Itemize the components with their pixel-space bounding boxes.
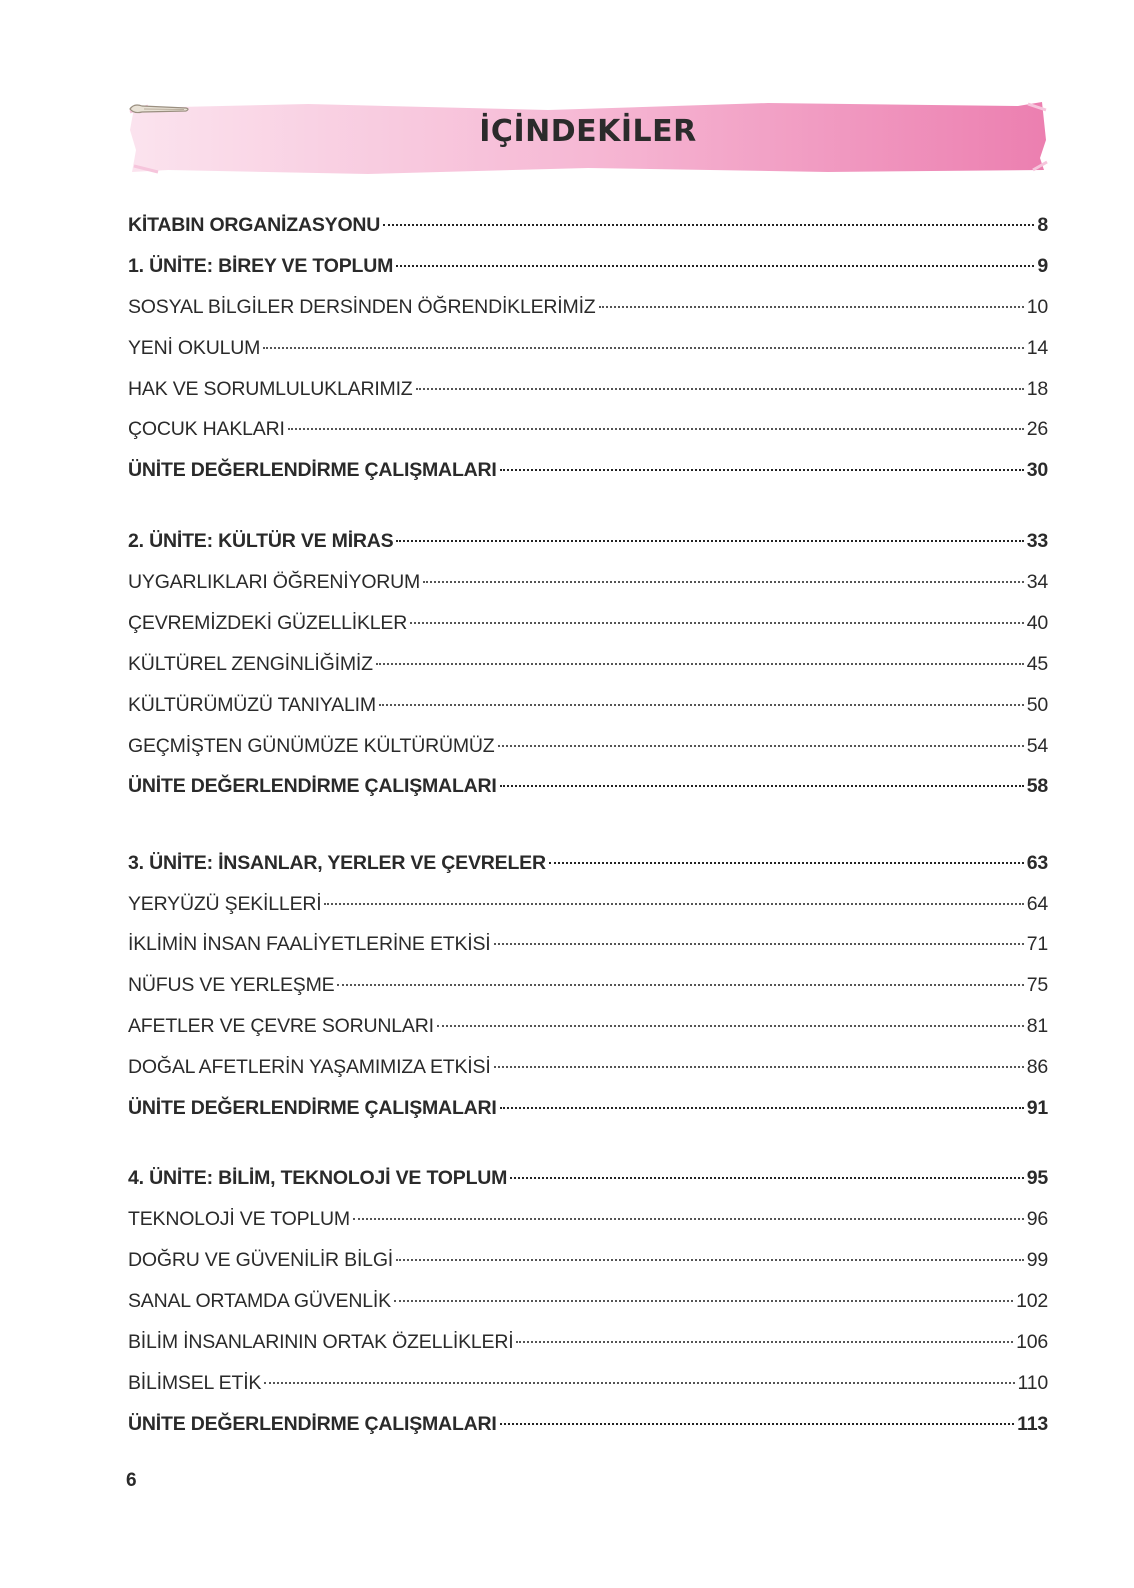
- toc-entry-title: KÜLTÜREL ZENGİNLİĞİMİZ: [128, 653, 373, 675]
- dot-leader: [324, 903, 1023, 905]
- toc-entry-page: 102: [1016, 1290, 1048, 1312]
- toc-entry: [128, 1204, 1048, 1234]
- dot-leader: [494, 943, 1024, 945]
- toc-entry-title: ÜNİTE DEĞERLENDİRME ÇALIŞMALARI: [128, 775, 497, 797]
- toc-entry: [128, 292, 1048, 322]
- toc-entry: [128, 1409, 1048, 1439]
- toc-entry-title: ÜNİTE DEĞERLENDİRME ÇALIŞMALARI: [128, 1413, 497, 1435]
- dot-leader: [500, 1423, 1015, 1425]
- toc-entry-page: 18: [1026, 378, 1048, 400]
- toc-entry-page: 14: [1026, 337, 1048, 359]
- toc-entry: [128, 1011, 1048, 1041]
- toc-entry-page: 34: [1026, 571, 1048, 593]
- toc-entry: [128, 1368, 1048, 1398]
- toc-entry-title: ÜNİTE DEĞERLENDİRME ÇALIŞMALARI: [128, 1097, 497, 1119]
- toc-entry-page: 10: [1026, 296, 1048, 318]
- dot-leader: [410, 622, 1024, 624]
- toc-entry: [128, 526, 1048, 556]
- toc-entry-page: 110: [1017, 1372, 1048, 1394]
- toc-entry: [128, 374, 1048, 404]
- toc-entry: [128, 929, 1048, 959]
- toc-entry-page: 95: [1026, 1167, 1048, 1189]
- dot-leader: [510, 1177, 1023, 1179]
- toc-entry-page: 86: [1026, 1056, 1048, 1078]
- toc-entry-page: 106: [1016, 1331, 1048, 1353]
- toc-entry: [128, 1093, 1048, 1123]
- toc-entry-title: 1. ÜNİTE: BİREY VE TOPLUM: [128, 255, 394, 277]
- dot-leader: [416, 388, 1024, 390]
- dot-leader: [500, 1107, 1024, 1109]
- toc-entry-page: 30: [1026, 459, 1048, 481]
- toc-entry: [128, 731, 1048, 761]
- toc-entry-title: HAK VE SORUMLULUKLARIMIZ: [128, 378, 413, 400]
- toc-entry-page: 26: [1026, 418, 1048, 440]
- page-title: İÇİNDEKİLER: [479, 114, 697, 149]
- toc-entry-title: İKLİMİN İNSAN FAALİYETLERİNE ETKİSİ: [128, 933, 491, 955]
- toc-entry-page: 9: [1037, 255, 1048, 277]
- dot-leader: [500, 469, 1024, 471]
- toc-entry-page: 113: [1017, 1413, 1048, 1435]
- toc-entry-page: 40: [1026, 612, 1048, 634]
- toc-entry-page: 63: [1026, 852, 1048, 874]
- toc-entry: [128, 608, 1048, 638]
- toc-entry-title: KÜLTÜRÜMÜZÜ TANIYALIM: [128, 694, 376, 716]
- toc-entry-title: UYGARLIKLARI ÖĞRENİYORUM: [128, 571, 421, 593]
- toc-entry-title: ÜNİTE DEĞERLENDİRME ÇALIŞMALARI: [128, 459, 497, 481]
- toc-entry-title: TEKNOLOJİ VE TOPLUM: [128, 1208, 350, 1230]
- toc-entry: [128, 251, 1048, 281]
- toc-entry: [128, 889, 1048, 919]
- toc-entry-title: ÇEVREMİZDEKİ GÜZELLİKLER: [128, 612, 408, 634]
- toc-entry: [128, 455, 1048, 485]
- dot-leader: [376, 663, 1024, 665]
- toc-entry-title: BİLİMSEL ETİK: [128, 1372, 262, 1394]
- dot-leader: [396, 1259, 1024, 1261]
- toc-entry-title: 3. ÜNİTE: İNSANLAR, YERLER VE ÇEVRELER: [128, 852, 546, 874]
- dot-leader: [353, 1218, 1024, 1220]
- toc-entry-page: 45: [1026, 653, 1048, 675]
- toc-entry-title: DOĞRU VE GÜVENİLİR BİLGİ: [128, 1249, 394, 1271]
- toc-entry: [128, 1163, 1048, 1193]
- toc-entry: [128, 970, 1048, 1000]
- toc-entry-title: NÜFUS VE YERLEŞME: [128, 974, 335, 996]
- toc-entry: [128, 1286, 1048, 1316]
- dot-leader: [394, 1300, 1013, 1302]
- toc-entry-page: 75: [1026, 974, 1048, 996]
- dot-leader: [549, 862, 1024, 864]
- dot-leader: [498, 745, 1024, 747]
- dot-leader: [337, 984, 1023, 986]
- toc-entry-title: KİTABIN ORGANİZASYONU: [128, 214, 381, 236]
- toc-entry-title: AFETLER VE ÇEVRE SORUNLARI: [128, 1015, 434, 1037]
- toc-entry-title: SANAL ORTAMDA GÜVENLİK: [128, 1290, 391, 1312]
- toc-entry: [128, 414, 1048, 444]
- toc-entry-page: 71: [1026, 933, 1048, 955]
- toc-entry-title: SOSYAL BİLGİLER DERSİNDEN ÖĞRENDİKLERİMİZ: [128, 296, 596, 318]
- toc-entry-title: ÇOCUK HAKLARI: [128, 418, 285, 440]
- toc-entry-page: 58: [1026, 775, 1048, 797]
- toc-entry: [128, 210, 1048, 240]
- toc-entry-title: YENİ OKULUM: [128, 337, 261, 359]
- toc-entry: [128, 848, 1048, 878]
- dot-leader: [264, 1382, 1014, 1384]
- toc-entry-page: 81: [1026, 1015, 1048, 1037]
- toc-entry: [128, 333, 1048, 363]
- toc-entry-title: 4. ÜNİTE: BİLİM, TEKNOLOJİ VE TOPLUM: [128, 1167, 508, 1189]
- dot-leader: [379, 704, 1024, 706]
- toc-entry-page: 8: [1037, 214, 1048, 236]
- toc-entry-title: YERYÜZÜ ŞEKİLLERİ: [128, 893, 322, 915]
- dot-leader: [500, 785, 1024, 787]
- toc-entry-title: 2. ÜNİTE: KÜLTÜR VE MİRAS: [128, 530, 394, 552]
- dot-leader: [599, 306, 1024, 308]
- toc-entry-page: 91: [1026, 1097, 1048, 1119]
- toc-entry-title: GEÇMİŞTEN GÜNÜMÜZE KÜLTÜRÜMÜZ: [128, 735, 495, 757]
- toc-entry: [128, 649, 1048, 679]
- toc-entry: [128, 1052, 1048, 1082]
- toc-entry-page: 33: [1026, 530, 1048, 552]
- dot-leader: [516, 1341, 1013, 1343]
- dot-leader: [396, 265, 1034, 267]
- toc-entry: [128, 690, 1048, 720]
- dot-leader: [423, 581, 1024, 583]
- toc-entry: [128, 1245, 1048, 1275]
- dot-leader: [383, 224, 1034, 226]
- toc-entry-title: BİLİM İNSANLARININ ORTAK ÖZELLİKLERİ: [128, 1331, 514, 1353]
- dot-leader: [494, 1066, 1024, 1068]
- toc-entry-page: 99: [1026, 1249, 1048, 1271]
- dot-leader: [396, 540, 1023, 542]
- toc-entry-page: 54: [1026, 735, 1048, 757]
- toc-entry-page: 50: [1026, 694, 1048, 716]
- toc-entry: [128, 1327, 1048, 1357]
- toc-entry: [128, 567, 1048, 597]
- toc-entry: [128, 771, 1048, 801]
- title-banner: [128, 100, 1048, 176]
- page-number: 6: [126, 1470, 137, 1491]
- dot-leader: [437, 1025, 1024, 1027]
- toc-entry-title: DOĞAL AFETLERİN YAŞAMIMIZA ETKİSİ: [128, 1056, 491, 1078]
- toc-entry-page: 64: [1026, 893, 1048, 915]
- toc-entry-page: 96: [1026, 1208, 1048, 1230]
- dot-leader: [263, 347, 1024, 349]
- dot-leader: [288, 428, 1024, 430]
